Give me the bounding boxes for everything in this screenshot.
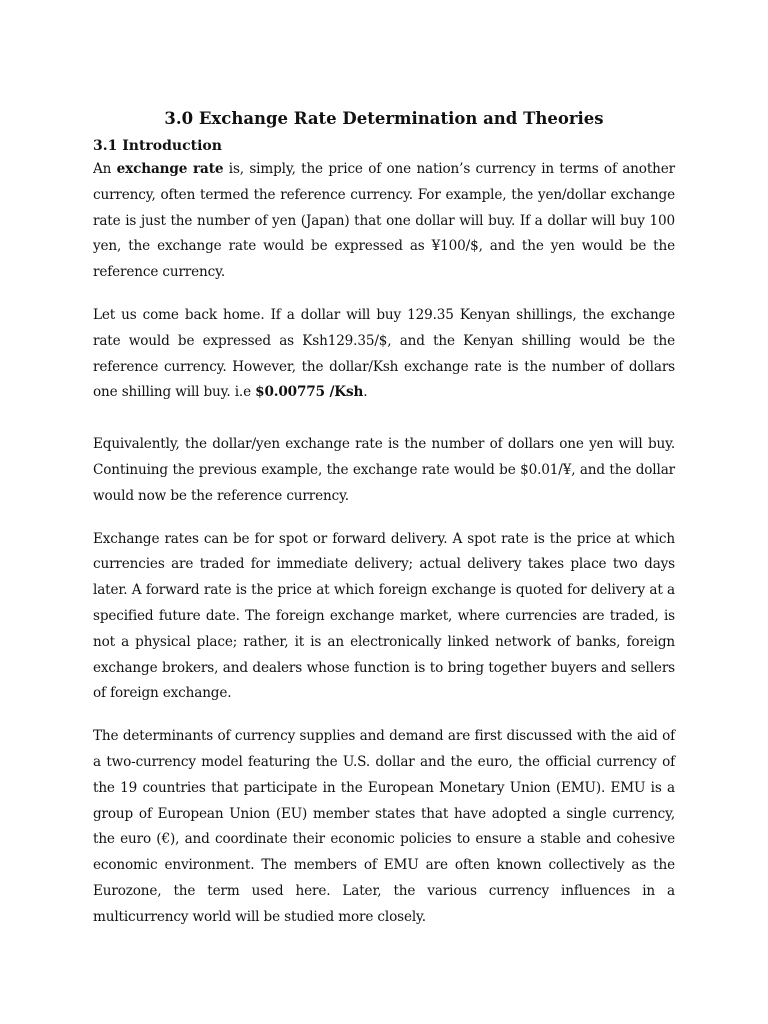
paragraph-spot-forward: Exchange rates can be for spot or forward delivery. A spot rate is the price at which currencies are traded for immediate delivery; actual delivery takes place two days later. A forward rate is the price at which foreign exchange is quoted for delivery at a specified future date. The foreign exchange market, where currencies are traded, is not a physical place; rather, it is an electronically linked network of banks, foreign exchange brokers, and dealers whose function is to bring together buyers and sellers of foreign exchange. xyxy=(93,530,675,702)
paragraph-determinants: The determinants of currency supplies and demand are first discussed with the aid of a two-currency model featuring the U.S. dollar and the euro, the official currency of the 19 countries that participate in the European Monetary Union (EMU). EMU is a group of European Union (EU) member states that have adopted a single currency, the euro (€), and coordinate their economic policies to ensure a stable and cohesive economic environment. The members of EMU are often known collectively as the Eurozone, the term used here. Later, the various currency influences in a multicurrency world will be studied more closely. xyxy=(93,728,675,925)
paragraph-body-text: Let us come back home. If a dollar will buy 129.35 Kenyan shillings, the exchange rate would be expressed as Ksh129.35/$, and the Kenyan shilling would be the reference currency. However, the dollar/Ksh exchange rate is the number of dollars one shilling will buy. i.e xyxy=(93,306,675,401)
paragraph-end-punctuation: . xyxy=(363,384,368,401)
paragraph-exchange-rate-definition xyxy=(93,157,675,286)
dollar-per-ksh-value: $0.00775 /Ksh xyxy=(255,384,364,401)
paragraph-dollar-yen: Equivalently, the dollar/yen exchange rate is the number of dollars one yen will buy. Continuing the previous example, the exchange rate would be $0.01/¥, and the dollar would now be the reference currency. xyxy=(93,436,675,504)
document-title: 3.0 Exchange Rate Determination and Theories xyxy=(164,109,604,128)
paragraph-kenyan-example xyxy=(93,303,675,406)
paragraph-intro-text: An xyxy=(93,161,117,177)
exchange-rate-term: exchange rate xyxy=(116,161,224,177)
paragraph-body-text: is, simply, the price of one nation’s currency in terms of another currency, often termed the reference currency. For example, the yen/dollar exchange rate is just the number of yen (Japan) that one dollar will buy. If a dollar will buy 100 yen, the exchange rate would be expressed as ¥100/$, and the yen would be the reference currency. xyxy=(93,161,675,281)
document-page xyxy=(93,104,675,931)
section-heading: 3.1 Introduction xyxy=(93,138,222,154)
